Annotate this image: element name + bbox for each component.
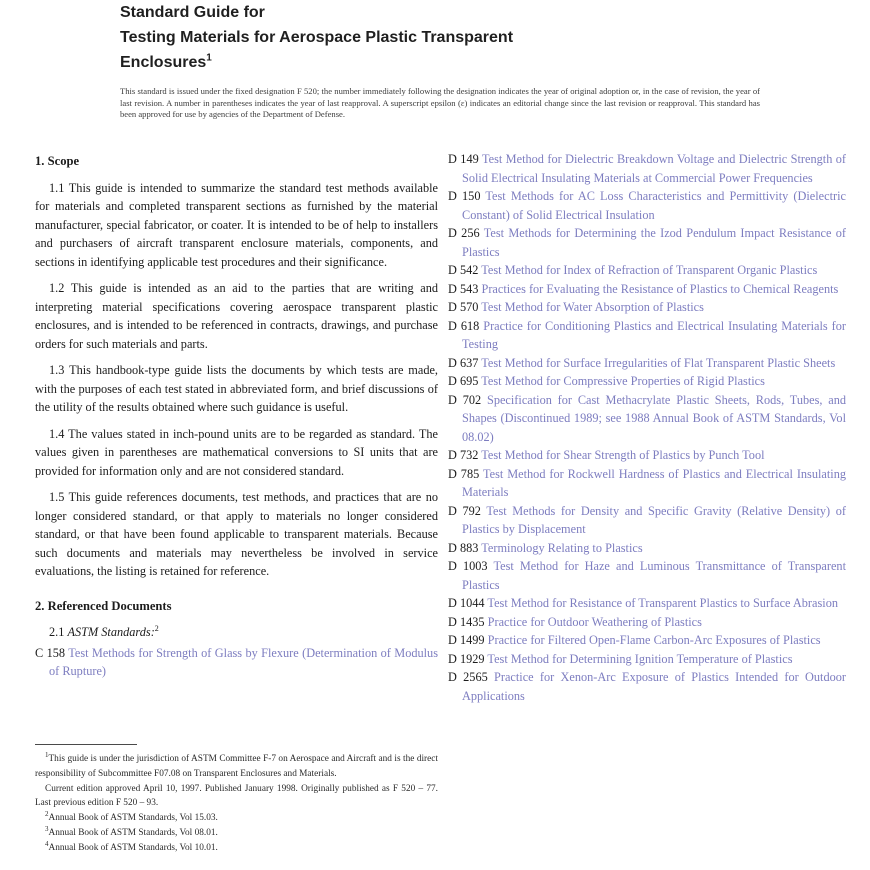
paragraph-number: 1.5	[49, 490, 65, 504]
reference-entry	[448, 668, 846, 705]
reference-link[interactable]: Test Method for Shear Strength of Plastics by Punch Tool	[481, 448, 765, 462]
reference-entry	[448, 613, 846, 632]
footnotes	[35, 752, 438, 870]
reference-link[interactable]: Test Methods for AC Loss Characteristics and Permittivity (Dielectric Constant) of Solid Electrical Insulation	[462, 189, 846, 222]
reference-link[interactable]: Test Method for Haze and Luminous Transmittance of Transparent Plastics	[462, 559, 846, 592]
reference-designation: D 2565	[448, 670, 488, 684]
reference-link[interactable]: Test Method for Compressive Properties of Rigid Plastics	[481, 374, 765, 388]
reference-link[interactable]: Practice for Filtered Open-Flame Carbon-Arc Exposures of Plastics	[487, 633, 821, 647]
reference-link[interactable]: Test Method for Index of Refraction of Transparent Organic Plastics	[481, 263, 818, 277]
subheading-footnote-ref: 2	[154, 623, 159, 633]
reference-link[interactable]: Practice for Conditioning Plastics and Electrical Insulating Materials for Testing	[462, 318, 846, 351]
reference-designation: D 702	[448, 392, 482, 407]
reference-entry	[448, 446, 846, 465]
reference-designation: D 149	[448, 152, 479, 166]
reference-link[interactable]: Practice for Outdoor Weathering of Plastics	[487, 614, 702, 629]
footnote	[35, 841, 438, 856]
footnote-text: Annual Book of ASTM Standards, Vol 08.01.	[48, 827, 218, 838]
reference-link[interactable]: Specification for Cast Methacrylate Plastic Sheets, Rods, Tubes, and Shapes (Discontinued 1989; see 1988 Annual Book of ASTM Standards, Vol 08.02)	[462, 392, 846, 444]
reference-entry	[448, 224, 846, 261]
astm-standards-subheading	[35, 623, 438, 642]
footnote	[35, 826, 438, 841]
reference-link[interactable]: Practice for Xenon-Arc Exposure of Plastics Intended for Outdoor Applications	[462, 670, 846, 703]
page-title-line3-text: Enclosures	[120, 54, 207, 71]
scope-paragraph	[35, 361, 438, 417]
reference-entry	[448, 298, 846, 317]
reference-entry	[448, 150, 846, 187]
paragraph-number: 1.2	[49, 281, 65, 295]
page-title-line1: Standard Guide for	[120, 4, 265, 21]
scope-paragraphs	[35, 179, 438, 581]
reference-link[interactable]: Test Method for Surface Irregularities of Flat Transparent Plastic Sheets	[481, 355, 836, 370]
footnote-marker: 3	[45, 824, 49, 833]
reference-designation: D 1435	[448, 614, 485, 629]
reference-list-right	[448, 150, 846, 705]
footnote-text: This guide is under the jurisdiction of ASTM Committee F-7 on Aerospace and Aircraft and is the direct responsibility of Subcommittee F07.08 on Transparent Enclosures and Materials.	[35, 754, 438, 779]
reference-entry	[35, 644, 438, 681]
title-block	[120, 0, 820, 75]
standard-disclaimer: This standard is issued under the fixed designation F 520; the number immediately following the designation indicates the year of original adoption or, in the case of revision, the year of last revision. A number in parentheses indicates the year of last reapproval. A superscript epsilon (ε) indicates an editorial change since the last revision or reapproval. This standard has been approved for use by agencies of the Department of Defense.	[120, 86, 760, 119]
reference-list-left	[35, 644, 438, 681]
reference-entry	[448, 372, 846, 391]
reference-entry	[448, 391, 846, 447]
paragraph-number: 1.4	[49, 426, 65, 441]
reference-link[interactable]: Test Method for Rockwell Hardness of Plastics and Electrical Insulating Materials	[462, 466, 846, 499]
reference-entry	[448, 594, 846, 613]
reference-link[interactable]: Test Method for Dielectric Breakdown Voltage and Dielectric Strength of Solid Electrical Insulating Materials at Commercial Power Frequencies	[462, 152, 846, 185]
reference-entry	[448, 187, 846, 224]
reference-designation: D 618	[448, 318, 480, 333]
scope-paragraph	[35, 279, 438, 353]
footnote	[35, 752, 438, 782]
reference-entry	[448, 280, 846, 299]
reference-entry	[448, 317, 846, 354]
reference-link[interactable]: Test Methods for Density and Specific Gravity (Relative Density) of Plastics by Displacement	[462, 503, 846, 536]
footnote-text: Annual Book of ASTM Standards, Vol 15.03.	[48, 813, 218, 824]
reference-link[interactable]: Practices for Evaluating the Resistance of Plastics to Chemical Reagents	[481, 281, 839, 296]
reference-entry	[448, 261, 846, 280]
referenced-documents-heading: 2. Referenced Documents	[35, 598, 172, 613]
reference-designation: D 1003	[448, 559, 488, 573]
paragraph-text: This guide is intended to summarize the standard test methods available for materials and completed transparent sections as furnished by the material manufacturer, special fabricator, or coater. It is intended to be of help to installers and purchasers of aircraft transparent enclosure materials, components, and sections in identifying applicable test procedures and their significance.	[35, 180, 438, 269]
reference-designation: C 158	[35, 645, 66, 660]
footnote	[35, 811, 438, 826]
reference-designation: D 542	[448, 263, 479, 277]
reference-link[interactable]: Test Methods for Strength of Glass by Flexure (Determination of Modulus of Rupture)	[49, 645, 438, 678]
footnote	[35, 782, 438, 812]
subheading-label: ASTM Standards:	[67, 625, 155, 639]
reference-designation: D 1929	[448, 651, 485, 666]
footnote-text: Current edition approved April 10, 1997. Published January 1998. Originally published as F 520 – 77. Last previous edition F 520 – 93.	[35, 783, 438, 809]
footnote-marker: 4	[45, 839, 49, 848]
reference-entry	[448, 557, 846, 594]
reference-designation: D 883	[448, 540, 479, 555]
right-column	[448, 150, 846, 870]
reference-entry	[448, 631, 846, 650]
reference-entry	[448, 354, 846, 373]
reference-designation: D 785	[448, 466, 480, 481]
page-title-line2: Testing Materials for Aerospace Plastic Transparent	[120, 29, 514, 46]
reference-link[interactable]: Test Methods for Determining the Izod Pendulum Impact Resistance of Plastics	[462, 226, 846, 259]
scope-heading: 1. Scope	[35, 154, 80, 168]
reference-designation: D 150	[448, 189, 481, 203]
reference-link[interactable]: Terminology Relating to Plastics	[481, 540, 643, 555]
paragraph-text: The values stated in inch-pound units are to be regarded as standard. The values given in parentheses are mathematical conversions to SI units that are provided for information only and are not considered standard.	[35, 426, 438, 478]
reference-entry	[448, 465, 846, 502]
title-footnote-ref: 1	[206, 52, 212, 64]
paragraph-number: 1.3	[49, 363, 65, 377]
reference-designation: D 732	[448, 448, 479, 462]
scope-paragraph	[35, 488, 438, 581]
reference-designation: D 792	[448, 503, 481, 518]
reference-designation: D 570	[448, 300, 479, 314]
reference-entry	[448, 539, 846, 558]
reference-entry	[448, 650, 846, 669]
reference-link[interactable]: Test Method for Determining Ignition Temperature of Plastics	[487, 651, 793, 666]
reference-entry	[448, 502, 846, 539]
reference-designation: D 1499	[448, 633, 485, 647]
reference-designation: D 695	[448, 374, 479, 388]
reference-designation: D 256	[448, 226, 480, 240]
footnote-separator-rule	[35, 744, 137, 745]
reference-designation: D 543	[448, 281, 479, 296]
paragraph-text: This handbook-type guide lists the documents by which tests are made, with the purposes of each test stated in abbreviated form, and brief discussions of the utility of the results obtained where such guidance is useful.	[35, 363, 439, 414]
reference-designation: D 637	[448, 355, 479, 370]
reference-link[interactable]: Test Method for Resistance of Transparent Plastics to Surface Abrasion	[487, 596, 838, 610]
footnote-marker: 2	[45, 810, 49, 819]
footnote-marker: 1	[45, 752, 49, 759]
footnote-text: Annual Book of ASTM Standards, Vol 10.01.	[48, 842, 218, 853]
scope-paragraph	[35, 425, 438, 481]
subheading-number: 2.1	[49, 625, 65, 639]
scope-paragraph	[35, 179, 438, 272]
paragraph-text: This guide references documents, test methods, and practices that are no longer considered standard, or that apply to materials no longer considered standard, or that have been found applicable to transparent materials. Because such documents and materials may nevertheless be involved in service evaluations, the listing is retained for reference.	[35, 490, 438, 578]
page-title-line3	[120, 50, 820, 75]
reference-link[interactable]: Test Method for Water Absorption of Plastics	[481, 300, 704, 314]
paragraph-text: This guide is intended as an aid to the parties that are writing and interpreting material specifications covering aerospace transparent plastic enclosures, and is intended to be referenced in contracts, drawings, and purchase orders for such materials and parts.	[35, 281, 438, 351]
left-column	[35, 152, 438, 681]
paragraph-number: 1.1	[49, 180, 65, 195]
reference-designation: D 1044	[448, 596, 485, 610]
